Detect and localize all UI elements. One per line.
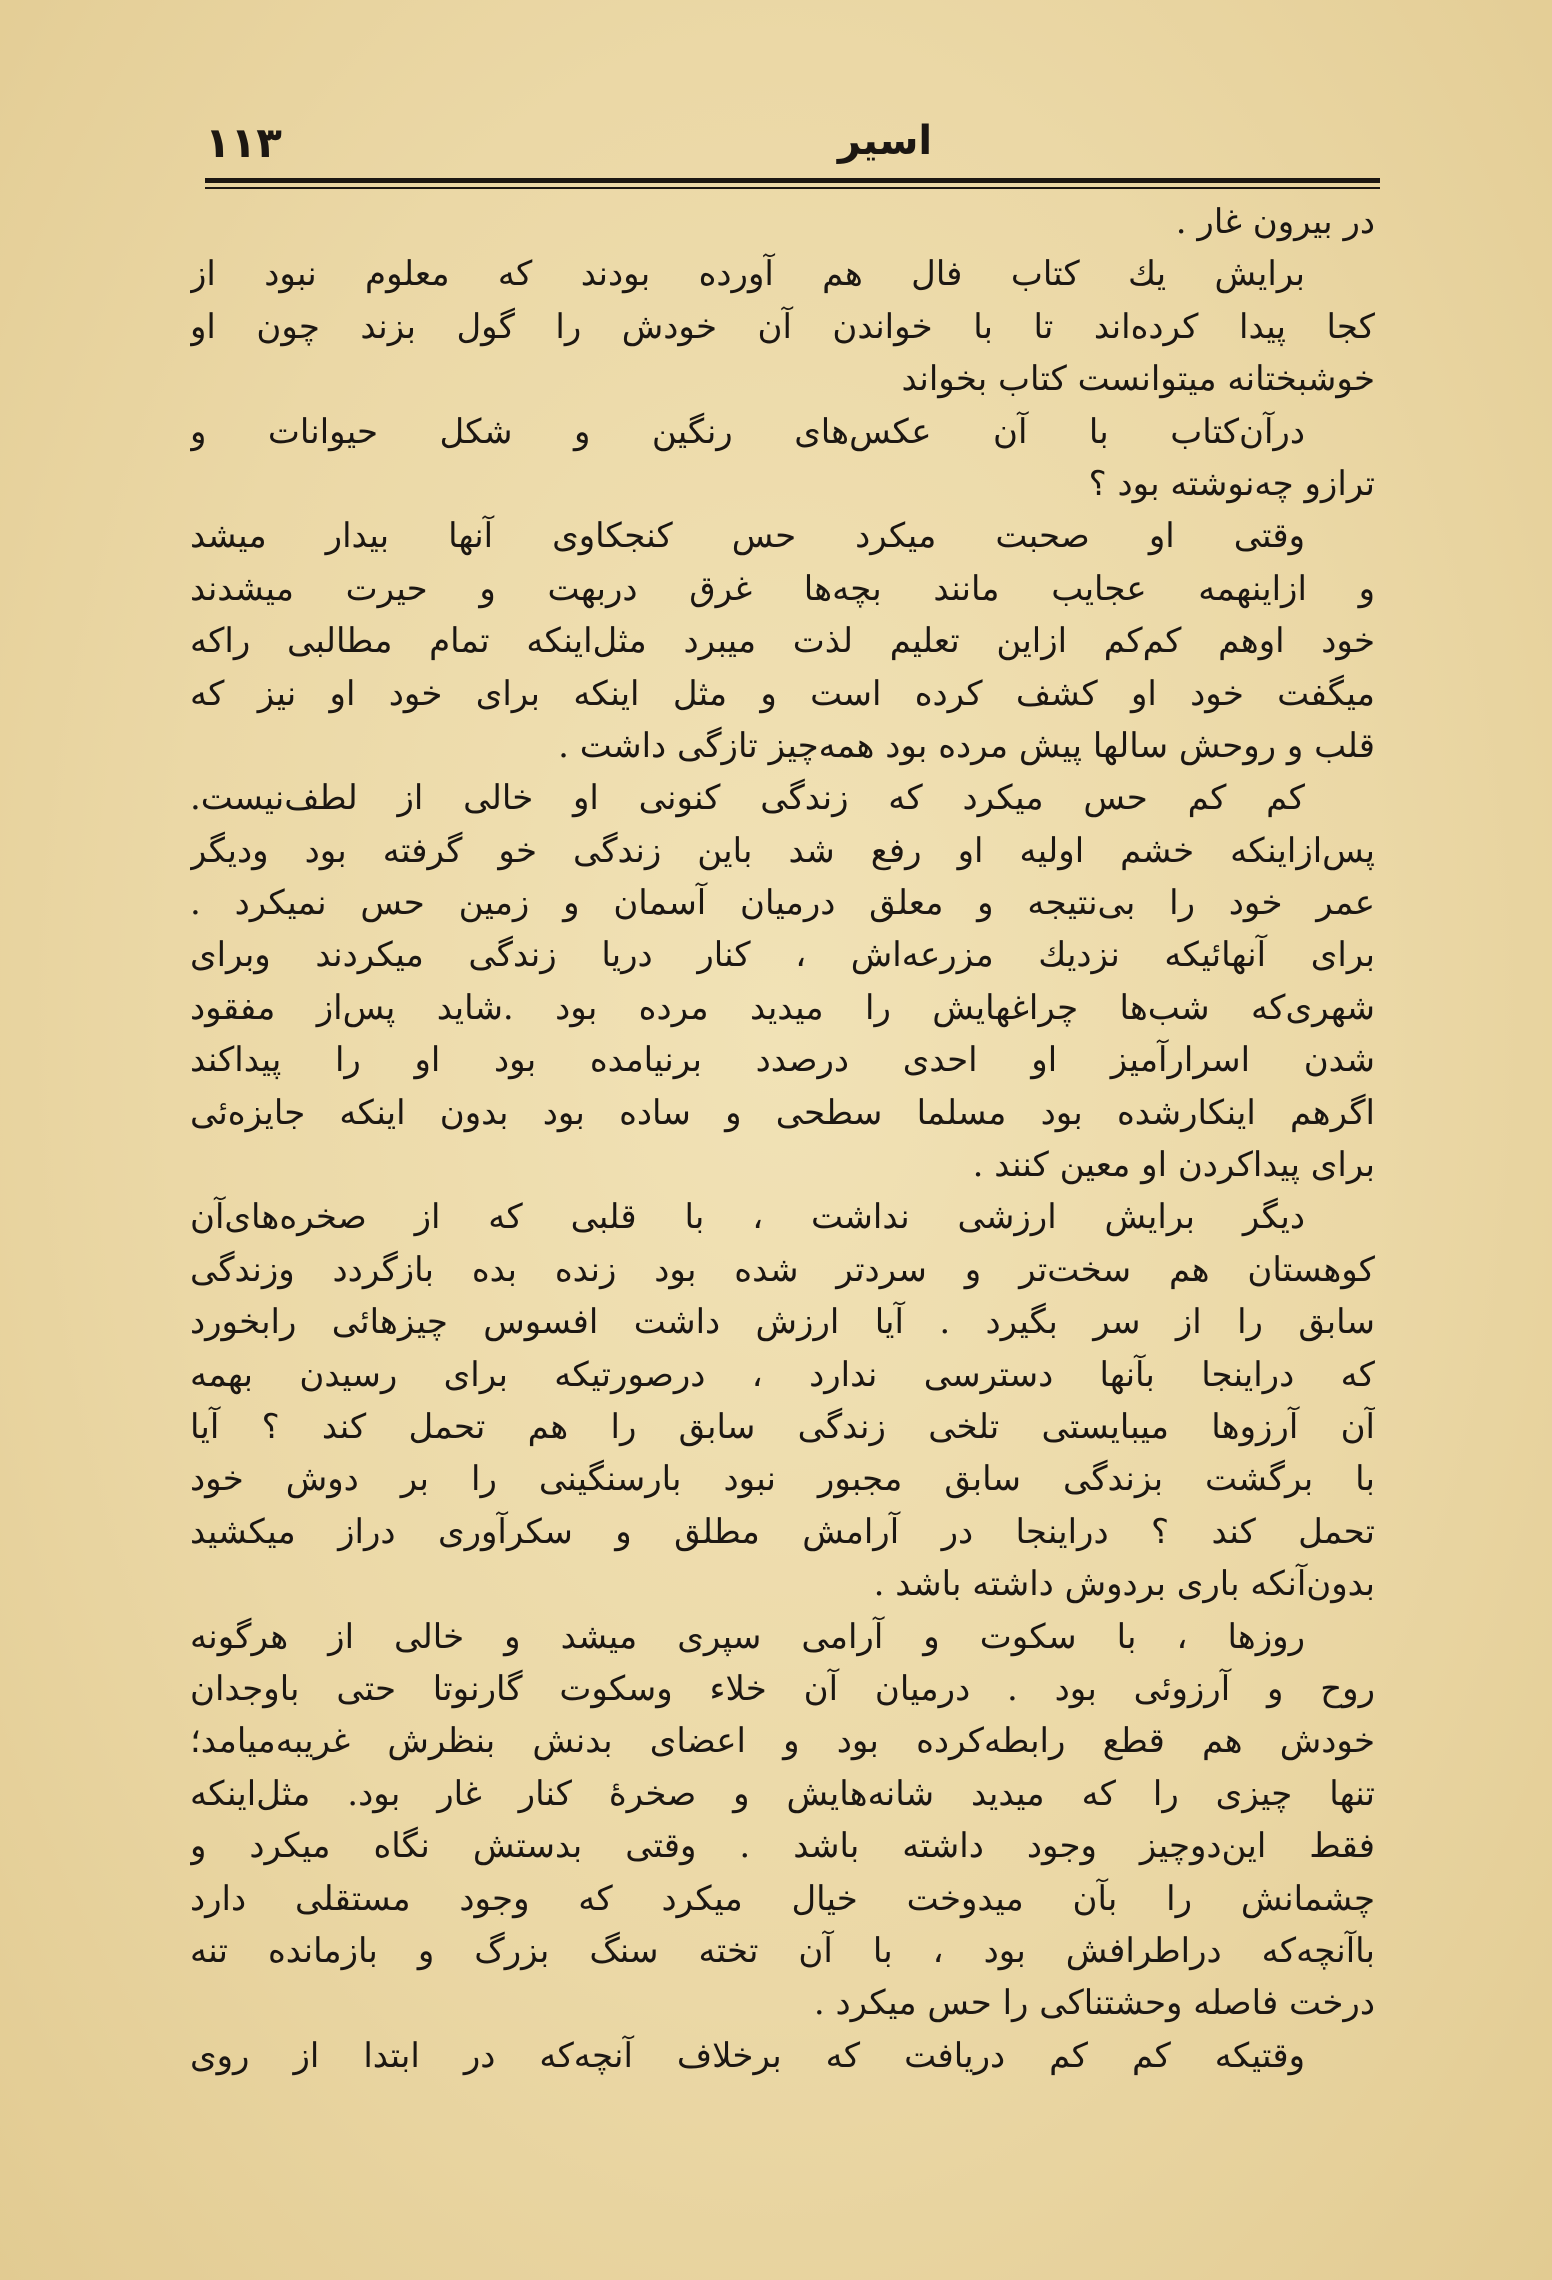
text-line: اگرهم اینکارشده بود مسلما سطحی و ساده بود بدون اینکه جایزه‌ئی <box>190 1092 1375 1133</box>
text-line: باآنچه‌که دراطرافش بود ، با آن تخته سنگ بزرگ و بازمانده تنه <box>190 1930 1375 1971</box>
text-line: قلب و روحش سالها پیش مرده بود همه‌چیز تازگی داشت . <box>558 725 1375 766</box>
text-line: شهری‌که شب‌ها چراغهایش را میدید مرده بود .شاید پس‌از مفقود <box>190 987 1375 1028</box>
text-line: آن آرزوها میبایستی تلخی زندگی سابق را هم تحمل کند ؟ آیا <box>190 1406 1375 1447</box>
text-line: در بیرون غار . <box>1175 202 1375 242</box>
text-line: فقط این‌دوچیز وجود داشته باشد . وقتی بدستش نگاه میکرد و <box>190 1826 1375 1867</box>
text-line: خوشبختانه میتوانست کتاب بخواند <box>901 359 1375 400</box>
text-line: روح و آرزوئی بود . درمیان آن خلاء وسکوت گارنوتا حتی باوجدان <box>190 1668 1375 1709</box>
text-line: با برگشت بزندگی سابق مجبور نبود بارسنگینی را بر دوش خود <box>190 1459 1375 1500</box>
text-line: برای پیداکردن او معین کنند . <box>972 1145 1375 1186</box>
text-line: پس‌ازاینکه خشم اولیه او رفع شد باین زندگی خو گرفته بود ودیگر <box>190 830 1375 871</box>
text-line: برایش یك کتاب فال هم آورده بودند که معلوم نبود از <box>190 254 1305 295</box>
running-title: اسیر <box>837 118 933 164</box>
text-line: بدون‌آنکه باری بردوش داشته باشد . <box>873 1564 1375 1605</box>
text-line: دیگر برایش ارزشی نداشت ، با قلبی که از صخره‌های‌آن <box>190 1197 1305 1238</box>
text-line: درآن‌کتاب با آن عکس‌های رنگین و شکل حیوانات و <box>190 411 1305 452</box>
text-line: کوهستان هم سخت‌تر و سردتر شده بود زنده بده بازگردد وزندگی <box>190 1249 1375 1290</box>
header-rule-thick <box>205 178 1380 183</box>
page-header <box>205 110 1380 170</box>
text-line: ترازو چه‌نوشته بود ؟ <box>1088 463 1375 504</box>
text-line: کم کم حس میکرد که زندگی کنونی او خالی از لطف‌نیست. <box>190 778 1305 819</box>
text-line: درخت فاصله وحشتناکی را حس میکرد . <box>813 1983 1375 2024</box>
text-line: میگفت خود او کشف کرده است و مثل اینکه برای خود او نیز که <box>190 673 1375 714</box>
text-line: و ازاینهمه عجایب مانند بچه‌ها غرق دربهت و حیرت میشدند <box>190 568 1375 609</box>
text-line: که دراینجا بآنها دسترسی ندارد ، درصورتیکه برای رسیدن بهمه <box>190 1354 1375 1395</box>
text-line: وقتیکه کم کم دریافت که برخلاف آنچه‌که در ابتدا از روی <box>190 2035 1305 2076</box>
body-text <box>190 196 1375 2082</box>
text-line: روزها ، با سکوت و آرامی سپری میشد و خالی از هرگونه <box>190 1616 1305 1657</box>
text-line: خودش هم قطع رابطه‌کرده بود و اعضای بدنش بنظرش غریبه‌میامد؛ <box>190 1721 1375 1762</box>
text-line: عمر خود را بی‌نتیجه و معلق درمیان آسمان و زمین حس نمیکرد . <box>190 883 1375 924</box>
text-line: شدن اسرارآمیز او احدی درصدد برنیامده بود او را پیداکند <box>190 1040 1375 1081</box>
header-rule-thin <box>205 187 1380 189</box>
text-line: برای آنهائیکه نزدیك مزرعه‌اش ، کنار دریا زندگی میکردند وبرای <box>190 935 1375 976</box>
text-line: چشمانش را بآن میدوخت خیال میکرد که وجود مستقلی دارد <box>190 1878 1375 1919</box>
text-line: خود اوهم کم‌کم ازاین تعلیم لذت میبرد مثل‌اینکه تمام مطالبی راکه <box>190 621 1375 662</box>
text-line: وقتی او صحبت میکرد حس کنجکاوی آنها بیدار میشد <box>190 516 1305 557</box>
text-line: سابق را از سر بگیرد . آیا ارزش داشت افسوس چیزهائی رابخورد <box>190 1302 1375 1343</box>
text-line: کجا پیدا کرده‌اند تا با خواندن آن خودش را گول بزند چون او <box>190 306 1375 347</box>
page-number: ۱۱۳ <box>205 118 282 167</box>
text-line: تنها چیزی را که میدید شانه‌هایش و صخرهٔ کنار غار بود. مثل‌اینکه <box>190 1773 1375 1814</box>
text-line: تحمل کند ؟ دراینجا در آرامش مطلق و سکرآوری دراز میکشید <box>190 1511 1375 1552</box>
